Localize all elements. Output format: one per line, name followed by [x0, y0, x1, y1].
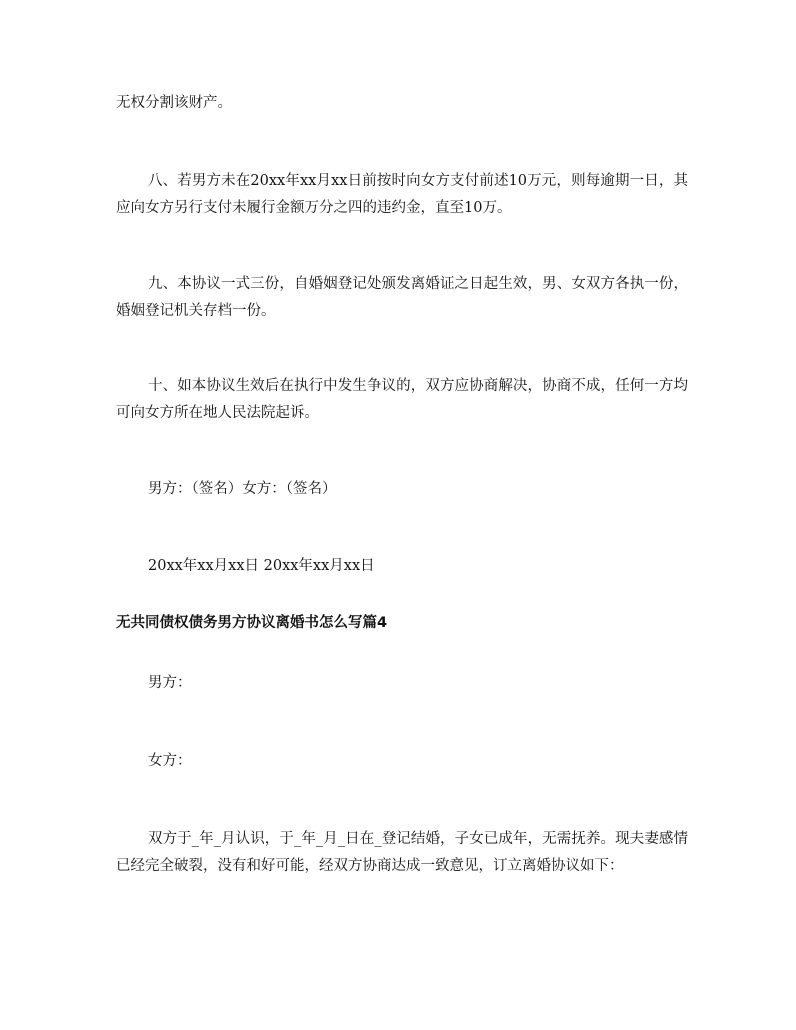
male-party-label: 男方：: [148, 675, 192, 691]
date-line: 20xx年xx月xx日 20xx年xx月xx日: [148, 558, 375, 574]
section-heading: 无共同债权债务男方协议离婚书怎么写篇4: [116, 615, 388, 631]
female-party-label: 女方：: [148, 753, 192, 769]
paragraph-continuation: 无权分割该财产。: [116, 95, 232, 111]
clause-ten: 十、如本协议生效后在执行中发生争议的，双方应协商解决，协商不成，任何一方均可向女方所在地人民法院起诉。: [116, 378, 688, 421]
clause-eight: 八、若男方未在20xx年xx月xx日前按时向女方支付前述10万元，则每逾期一日，其应向女方另行支付未履行金额万分之四的违约金，直至10万。: [116, 173, 688, 216]
signature-line: 男方：（签名）女方：（签名）: [148, 481, 337, 497]
clause-nine: 九、本协议一式三份，自婚姻登记处颁发离婚证之日起生效，男、女双方各执一份，婚姻登记机关存档一份。: [116, 276, 688, 319]
agreement-intro: 双方于_年_月认识，于_年_月_日在_登记结婚，子女已成年，无需抚养。现夫妻感情已经完全破裂，没有和好可能，经双方协商达成一致意见，订立离婚协议如下：: [116, 831, 688, 874]
